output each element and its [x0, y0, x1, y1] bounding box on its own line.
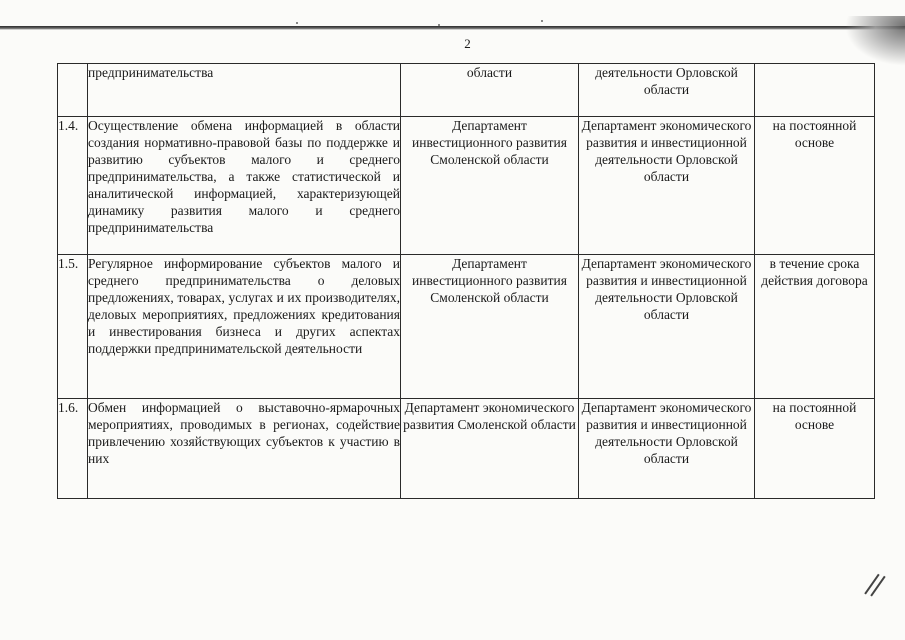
- term-cell: на постоянной основе: [755, 117, 875, 255]
- scan-edge: [0, 26, 905, 30]
- page-number: 2: [464, 36, 471, 51]
- executor-smolensk-cell: Департамент инвестиционного развития Смоленской области: [401, 117, 579, 255]
- executor-orel-cell: Департамент экономического развития и инвестиционной деятельности Орловской области: [579, 117, 755, 255]
- item-number: 1.5.: [58, 255, 88, 399]
- term-cell: [755, 64, 875, 117]
- scan-speck: [438, 24, 440, 26]
- table-row: [58, 399, 875, 499]
- table-row: [58, 64, 875, 117]
- activity-cell: Обмен информацией о выставочно-ярмарочных мероприятиях, проводимых в регионах, содействие привлечению хозяйствующих субъектов к участию в них: [88, 399, 401, 499]
- activity-cell: предпринимательства: [88, 64, 401, 117]
- item-number: 1.4.: [58, 117, 88, 255]
- scan-speck: [541, 20, 543, 22]
- item-number: [58, 64, 88, 117]
- item-number: 1.6.: [58, 399, 88, 499]
- executor-smolensk-cell: области: [401, 64, 579, 117]
- plan-table: [57, 63, 875, 499]
- scan-speck: [296, 22, 298, 24]
- executor-smolensk-cell: Департамент экономического развития Смоленской области: [401, 399, 579, 499]
- term-cell: на постоянной основе: [755, 399, 875, 499]
- activity-cell: Регулярное информирование субъектов малого и среднего предпринимательства о деловых предложениях, товарах, услугах и их производителях, деловых мероприятиях, предложениях кредитования и инвестирования бизнеса и других аспектах поддержки предпринимательской деятельности: [88, 255, 401, 399]
- executor-orel-cell: Департамент экономического развития и инвестиционной деятельности Орловской области: [579, 399, 755, 499]
- table-row: [58, 117, 875, 255]
- executor-smolensk-cell: Департамент инвестиционного развития Смоленской области: [401, 255, 579, 399]
- activity-cell: Осуществление обмена информацией в области создания нормативно-правовой базы по поддержке и развитию субъектов малого и среднего предпринимательства, а также статистической и аналитической информацией, характеризующей динамику развития малого и среднего предпринимательства: [88, 117, 401, 255]
- executor-orel-cell: Департамент экономического развития и инвестиционной деятельности Орловской области: [579, 255, 755, 399]
- table-row: [58, 255, 875, 399]
- pen-mark-icon: [863, 570, 893, 630]
- term-cell: в течение срока действия договора: [755, 255, 875, 399]
- executor-orel-cell: деятельности Орловской области: [579, 64, 755, 117]
